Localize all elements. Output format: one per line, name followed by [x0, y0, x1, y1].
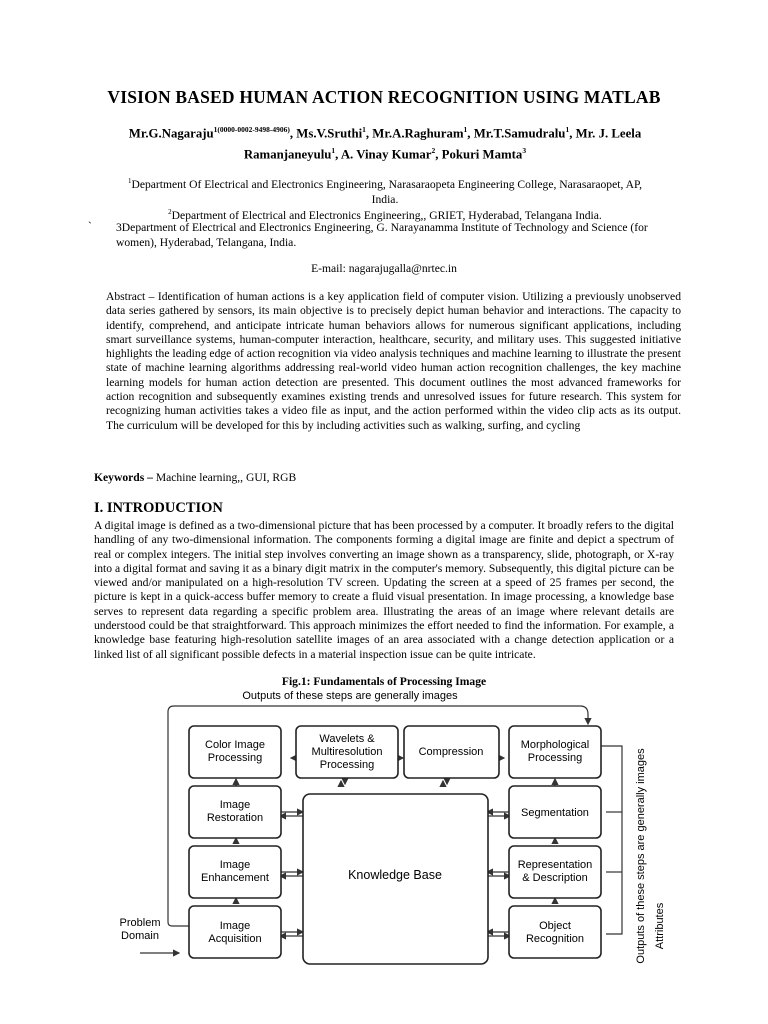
- box-label: Recognition: [525, 933, 585, 945]
- box-label: & Description: [522, 872, 588, 884]
- affiliation-sup: 1: [127, 177, 132, 185]
- box-label: Wavelets &: [319, 733, 375, 745]
- affiliation-text: 3Department of Electrical and Electronics Engineering, G. Narayanamma Institute of Technology and Science (for: [116, 221, 648, 234]
- keywords-label: Keywords –: [94, 471, 153, 484]
- affiliation-text: India.: [371, 192, 399, 206]
- output-bracket: [600, 746, 622, 934]
- processing-diagram: [100, 686, 680, 968]
- box-label: Image: [219, 799, 251, 811]
- abstract: Abstract – Identification of human actions is a key application field of computer vision. Utilizing a previously unobserved data series gathered by sensors, its main objective is to precisely depict human behavior and interactions. The capacity to identify, comprehend, and anticipate intricate human behaviors allows for numerous significant applications, including smart surveillance systems, human-computer interaction, healthcare, security, and military uses. This suggested initiative highlights the leading edge of action recognition via video analysis techniques and machine learning to illustrate the present state of machine learning algorithms addressing real-world video human action recognition challenges, the key machine learning models for human action detection are presented. This document outlines the most advanced frameworks for action recognition and subsequently examines existing trends and unresolved issues for future research. This system for recognizing human activities takes a video file as input, and the action performed within the video clip acts as its output. The curriculum will be developed for this by including activities such as walking, surfing, and cycling: [106, 290, 681, 432]
- affiliation-text: women), Hyderabad, Telangana, India.: [116, 236, 297, 249]
- box-acquisition: [189, 906, 281, 958]
- box-label: Enhancement: [201, 872, 269, 884]
- box-label: Color Image: [205, 739, 265, 751]
- introduction-paragraph: A digital image is defined as a two-dimensional picture that has been processed by a computer. It broadly refers to the digital handling of any two-dimensional information. The components forming a digital image are finite and depict a spectrum of real or complex integers. The initial step involves converting an image shown as a transparency, slide, photograph, or X-ray into a digital format and saving it as a binary digit matrix in the computer's memory. Subsequently, this digital picture can be viewed and/or manipulated on a high-resolution TV screen. Updating the screen at a speed of 25 frames per second, the picture is kept in a quick-access buffer memory to create a fluid visual presentation. In image processing, a knowledge base serves to represent data regarding a specific problem area. Illustrating the areas of an image where relevant details are understood could be that straightforward. This approach minimizes the effort needed to find the information. For example, a knowledge base featuring high-resolution satellite images of an area associated with a change detection application or a linked list of all significant possible defects in a material inspection issue can be quite intricate.: [94, 519, 674, 661]
- author-list: [90, 121, 680, 164]
- affiliation-3: [116, 220, 716, 250]
- box-label: Processing: [207, 752, 263, 764]
- author-name: , Mr.T.Samudralu: [467, 126, 566, 141]
- box-label: Image: [219, 920, 251, 932]
- side-label-attributes: Attributes: [654, 902, 666, 950]
- box-label: Processing: [319, 759, 375, 771]
- box-label: Multiresolution: [311, 746, 383, 758]
- author-sup: 1: [565, 125, 570, 134]
- author-sup: 1(0000-0002-9498-4906): [213, 125, 290, 134]
- box-label: Representation: [517, 859, 593, 871]
- section-heading: I. INTRODUCTION: [94, 500, 223, 516]
- problem-domain-label: Domain: [121, 930, 159, 942]
- diagram-top-label: Outputs of these steps are generally images: [242, 690, 458, 702]
- author-name: Ramanjaneyulu: [243, 147, 332, 162]
- box-object-recognition: [509, 906, 601, 958]
- box-label: Processing: [527, 752, 583, 764]
- knowledge-base-label: Knowledge Base: [348, 868, 442, 882]
- author-sup: 2: [431, 146, 436, 156]
- box-label: Morphological: [520, 739, 590, 751]
- author-email: E-mail: nagarajugalla@nrtec.in: [311, 262, 457, 275]
- box-label: Image: [219, 859, 251, 871]
- author-sup: 1: [331, 146, 336, 156]
- paper-title: VISION BASED HUMAN ACTION RECOGNITION USING MATLAB: [107, 87, 661, 107]
- box-label: Compression: [418, 746, 484, 758]
- author-sup: 3: [522, 146, 527, 156]
- author-name: Mr.G.Nagaraju: [128, 126, 214, 141]
- box-label: Acquisition: [208, 933, 262, 945]
- author-name: , Pokuri Mamta: [435, 147, 523, 162]
- author-name: , A. Vinay Kumar: [335, 147, 432, 162]
- figure-caption: Fig.1: Fundamentals of Processing Image: [281, 675, 487, 688]
- affiliation-1: [90, 174, 680, 207]
- box-label: Object: [539, 920, 571, 932]
- author-name: , Mr.A.Raghuram: [365, 126, 464, 141]
- author-name: , Mr. J. Leela: [569, 126, 642, 141]
- affiliation-text: Department Of Electrical and Electronics Engineering, Narasaraopeta Engineering College, Narasaraopet, AP,: [131, 177, 643, 191]
- box-label: Restoration: [206, 812, 264, 824]
- affiliation-sup: 2: [168, 208, 172, 216]
- keywords: [94, 471, 296, 484]
- author-sup: 1: [463, 125, 468, 134]
- affiliation-text: Department of Electrical and Electronics Engineering,, GRIET, Hyderabad, Telangana India.: [171, 208, 602, 222]
- side-label: Outputs of these steps are generally images: [635, 748, 647, 964]
- keywords-list: Machine learning,, GUI, RGB: [152, 471, 297, 484]
- author-name: , Ms.V.Sruthi: [289, 126, 363, 141]
- stray-backtick: `: [88, 220, 92, 233]
- author-sup: 1: [362, 125, 366, 134]
- box-label: Segmentation: [521, 807, 589, 819]
- problem-domain-label: Problem: [119, 917, 161, 929]
